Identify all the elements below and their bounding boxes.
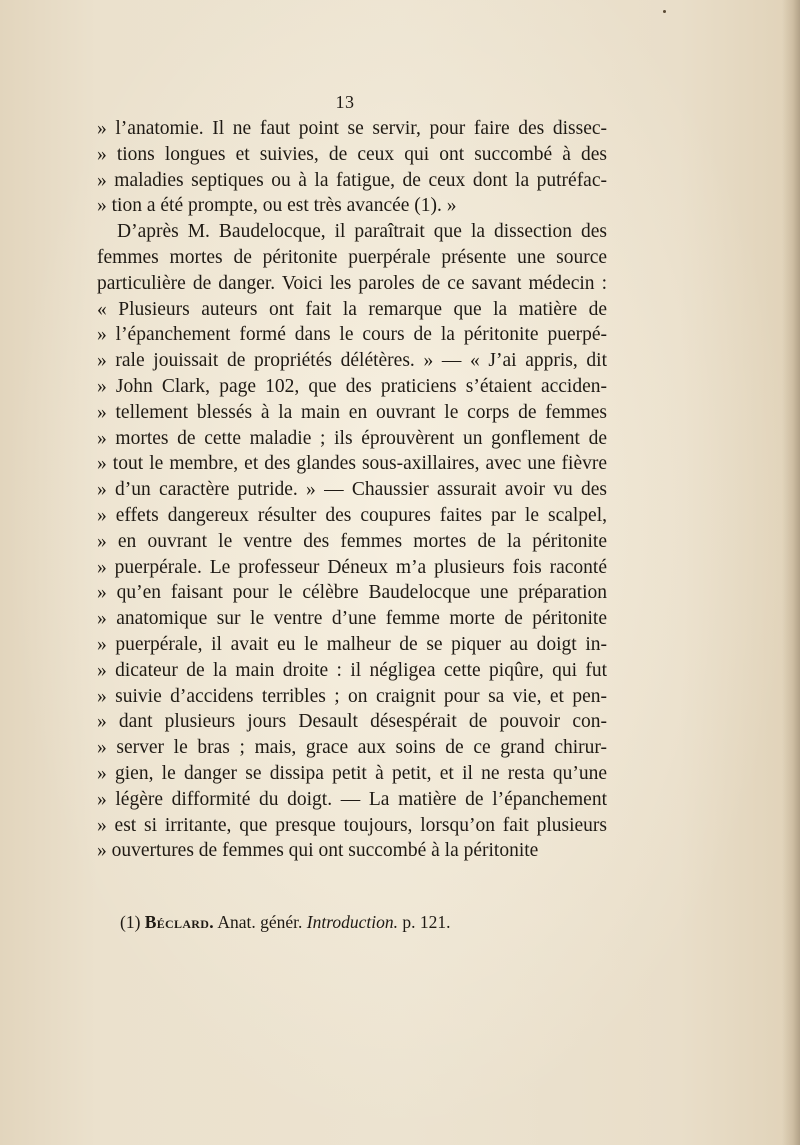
text-line: » est si irritante, que presque toujours, lorsqu’on fait plusieurs: [97, 814, 607, 836]
text-line: » server le bras ; mais, grace aux soins de ce grand chirur-: [97, 737, 607, 759]
page-edge-shadow: [782, 0, 800, 1145]
footnote-page: p. 121.: [402, 912, 451, 932]
ink-speck: [663, 10, 666, 13]
text-line: » d’un caractère putride. » — Chaussier assurait avoir vu des: [97, 479, 607, 501]
footnote: [120, 912, 450, 933]
body-text: [97, 116, 607, 864]
text-line: particulière de danger. Voici les paroles de ce savant médecin :: [97, 272, 607, 294]
text-line: » en ouvrant le ventre des femmes mortes de la péritonite: [97, 530, 607, 552]
footnote-title: Introduction.: [306, 912, 398, 932]
footnote-author: Béclard.: [144, 912, 214, 932]
text-line: » maladies septiques ou à la fatigue, de ceux dont la putréfac-: [97, 169, 607, 191]
text-line: « Plusieurs auteurs ont fait la remarque que la matière de: [97, 298, 607, 320]
text-line: » tion a été prompte, ou est très avancée (1). »: [97, 195, 457, 217]
text-line: » qu’en faisant pour le célèbre Baudelocque une préparation: [97, 582, 607, 604]
text-line: » dant plusieurs jours Desault désespérait de pouvoir con-: [97, 711, 607, 733]
text-line: » dicateur de la main droite : il négligea cette piqûre, qui fut: [97, 659, 607, 681]
text-line: » ouvertures de femmes qui ont succombé à la péritonite: [97, 840, 539, 862]
text-line: » tellement blessés à la main en ouvrant le corps de femmes: [97, 401, 607, 423]
text-line: » effets dangereux résulter des coupures faites par le scalpel,: [97, 504, 607, 526]
footnote-text: Anat. génér.: [217, 912, 303, 932]
text-line: femmes mortes de péritonite puerpérale présente une source: [97, 246, 607, 268]
text-line: » anatomique sur le ventre d’une femme morte de péritonite: [97, 608, 607, 630]
text-line: » puerpérale, il avait eu le malheur de se piquer au doigt in-: [97, 633, 607, 655]
text-line: » rale jouissait de propriétés délétères. » — « J’ai appris, dit: [97, 350, 607, 372]
text-line: » puerpérale. Le professeur Déneux m’a plusieurs fois raconté: [97, 556, 607, 578]
text-line: » suivie d’accidens terribles ; on craignit pour sa vie, et pen-: [97, 685, 607, 707]
footnote-marker: (1): [120, 912, 141, 932]
text-line: » légère difformité du doigt. — La matière de l’épanchement: [97, 788, 607, 810]
text-line: » l’anatomie. Il ne faut point se servir, pour faire des dissec-: [97, 118, 607, 139]
text-line: » tions longues et suivies, de ceux qui ont succombé à des: [97, 143, 607, 165]
text-line: » tout le membre, et des glandes sous-axillaires, avec une fièvre: [97, 453, 607, 475]
text-line: » John Clark, page 102, que des praticiens s’étaient acciden-: [97, 375, 607, 397]
text-line: D’après M. Baudelocque, il paraîtrait que la dissection des: [117, 221, 607, 243]
text-line: » l’épanchement formé dans le cours de la péritonite puerpé-: [97, 324, 607, 346]
text-line: » gien, le danger se dissipa petit à petit, et il ne resta qu’une: [97, 762, 607, 784]
text-line: » mortes de cette maladie ; ils éprouvèrent un gonflement de: [97, 427, 607, 449]
page-number: 13: [335, 92, 355, 112]
